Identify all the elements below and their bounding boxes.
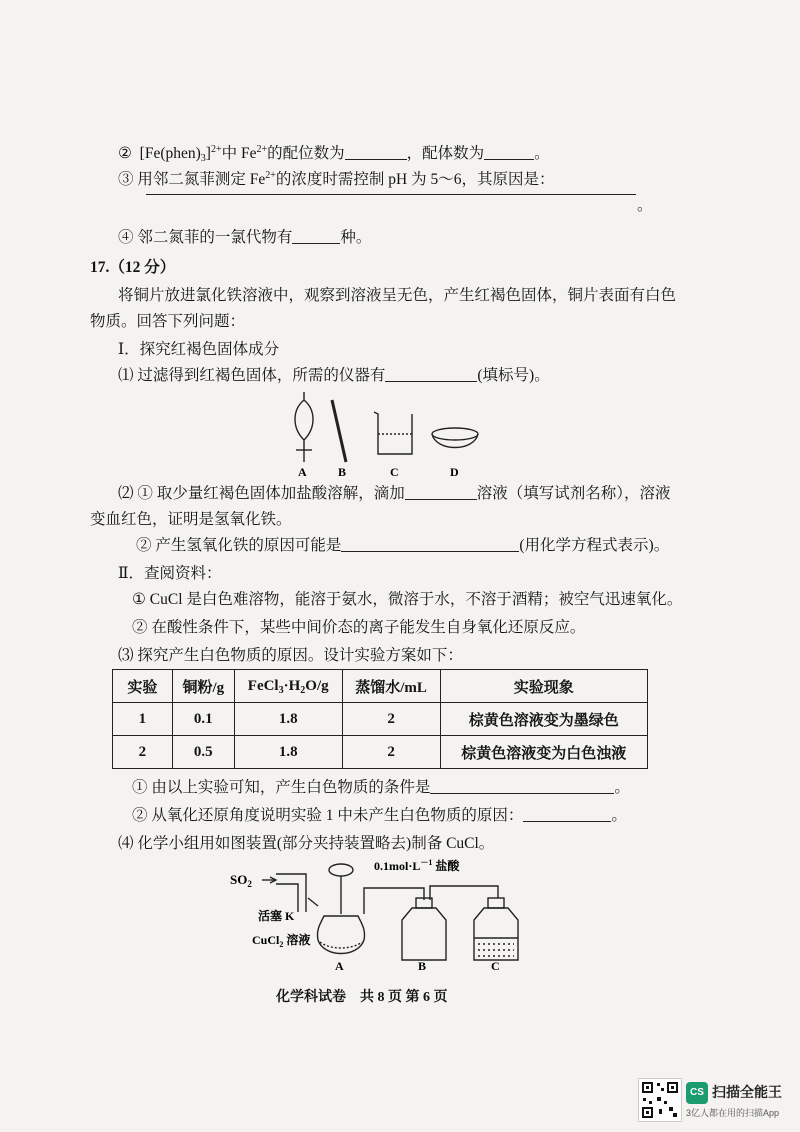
q17-p2c: ② 产生氢氧化铁的原因可能是 (用化学方程式表示)。 [136, 537, 670, 554]
bottle-c-icon [474, 898, 518, 960]
apparatus-figure [280, 390, 520, 480]
brand-tagline: 3亿人都在用的扫描App [686, 1108, 780, 1118]
q17-p3: ⑶ 探究产生白色物质的原因。设计实验方案如下： [118, 647, 463, 664]
cell-water: 2 [342, 703, 440, 736]
q17-p2a: ⑵ ① 取少量红褐色固体加盐酸溶解，滴加 溶液（填写试剂名称），溶液 [118, 485, 671, 502]
answer-line[interactable] [146, 194, 636, 195]
evaporating-dish-icon [432, 428, 478, 448]
label-d: D [450, 465, 459, 479]
q17-p4: ⑷ 化学小组用如图装置(部分夹持装置略去)制备 CuCl。 [118, 835, 495, 852]
header-water: 蒸馏水/mL [342, 670, 440, 703]
q17-intro-1: 将铜片放进氯化铁溶液中，观察到溶液呈无色，产生红褐色固体，铜片表面有白色 [118, 287, 677, 304]
label-c: C [390, 465, 399, 479]
q17-intro-2: 物质。回答下列问题： [90, 313, 246, 330]
beaker-icon [374, 412, 412, 454]
period: 。 [637, 197, 653, 214]
label-c: C [491, 959, 500, 972]
so2-label: $SO_2$ [230, 872, 252, 889]
answer-blank[interactable] [345, 144, 407, 160]
cell-exp: 2 [113, 736, 173, 769]
q17-p1: ⑴ 过滤得到红褐色固体，所需的仪器有 (填标号)。 [118, 367, 550, 384]
header-phenomenon: 实验现象 [440, 670, 648, 703]
cell-cu: 0.5 [172, 736, 234, 769]
answer-blank[interactable] [341, 536, 519, 552]
header-copper: 铜粉/g [172, 670, 234, 703]
page-footer: 化学科试卷 共 8 页 第 6 页 [276, 990, 448, 1005]
answer-blank[interactable] [405, 484, 477, 500]
reference-2: ② 在酸性条件下，某些中间价态的离子能发生自身氧化还原反应。 [132, 619, 586, 636]
experiment-table [112, 669, 648, 769]
q17-p3a: ① 由以上实验可知，产生白色物质的条件是 。 [132, 779, 630, 796]
cell-fecl: 1.8 [234, 736, 342, 769]
header-experiment: 实验 [113, 670, 173, 703]
table-row [113, 736, 648, 769]
answer-blank[interactable] [385, 366, 477, 382]
valve-label: 活塞 K [258, 909, 295, 923]
answer-blank[interactable] [292, 228, 340, 244]
label-a: A [298, 465, 307, 479]
brand-name: 扫描全能王 [712, 1084, 782, 1100]
cucl-apparatus-diagram [226, 854, 546, 972]
bottle-b-icon [402, 886, 498, 960]
q17-p3b: ② 从氧化还原角度说明实验 1 中未产生白色物质的原因： 。 [132, 807, 627, 824]
header-fecl3: $FeCl_3\cdot H_2O/g$ [234, 670, 342, 703]
cell-phenomenon: 棕黄色溶液变为墨绿色 [440, 703, 648, 736]
qr-code-icon [638, 1078, 682, 1122]
cucl2-label: CuCl$_2$ 溶液 [252, 933, 311, 949]
hcl-label: $0.1mol\cdot L^{-1}$ 盐酸 [374, 858, 460, 873]
reference-1: ① CuCl 是白色难溶物，能溶于氨水，微溶于水，不溶于酒精；被空气迅速氧化。 [132, 591, 683, 608]
q17-p2b: 变血红色，证明是氢氧化铁。 [90, 511, 292, 528]
table-row [113, 703, 648, 736]
answer-blank[interactable] [430, 778, 614, 794]
question-17-header: 17.（12 分） [90, 259, 176, 276]
part-2-title: Ⅱ．查阅资料： [118, 565, 222, 582]
part-1-title: Ⅰ．探究红褐色固体成分 [118, 341, 280, 358]
cell-phenomenon: 棕黄色溶液变为白色浊液 [440, 736, 648, 769]
separatory-funnel-icon [295, 392, 313, 462]
scanner-watermark [638, 1078, 798, 1124]
cell-fecl: 1.8 [234, 703, 342, 736]
cell-exp: 1 [113, 703, 173, 736]
label-b: B [418, 959, 427, 972]
cell-water: 2 [342, 736, 440, 769]
answer-blank[interactable] [523, 806, 611, 822]
q16-line-3: ③ 用邻二氮菲测定 $Fe^{2+}$的浓度时需控制 pH 为 5～6，其原因是： [118, 170, 555, 188]
q16-line-2: ② $[Fe(phen)_3]^{2+}$中 $Fe^{2+}$的配位数为 ，配体数为 。 [118, 144, 550, 164]
cell-cu: 0.1 [172, 703, 234, 736]
label-a: A [335, 959, 344, 972]
answer-blank[interactable] [484, 144, 534, 160]
glass-rod-icon [332, 400, 346, 462]
label-b: B [338, 465, 347, 479]
q16-line-4: ④ 邻二氮菲的一氯代物有 种。 [118, 229, 372, 246]
camscanner-logo: CS [686, 1082, 708, 1104]
table-header-row [113, 670, 648, 703]
